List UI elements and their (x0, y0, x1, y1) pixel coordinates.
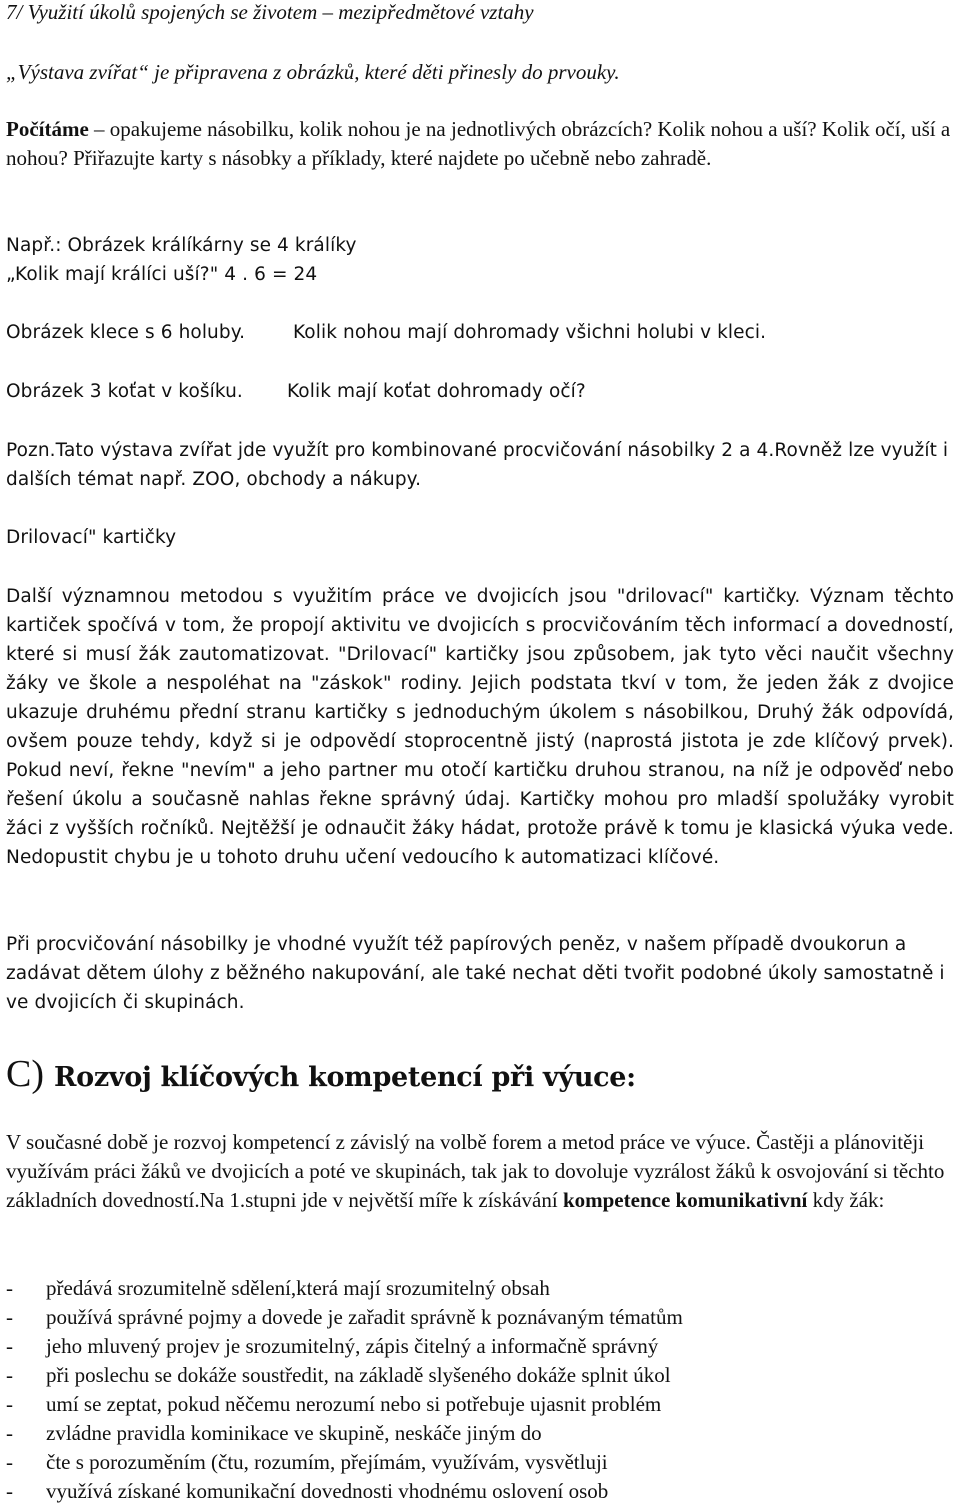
list-dash: - (6, 1276, 13, 1300)
list-item (6, 1332, 954, 1361)
note-paragraph: Pozn.Tato výstava zvířat jde využít pro kombinované procvičování násobilky 2 a 4.Rovněž lze využít i dalších témat např. ZOO, obchody a nákupy. (6, 440, 949, 490)
drill-cards-heading: Drilovací" kartičky (6, 527, 177, 548)
list-item (6, 1361, 954, 1390)
example-kittens-picture: Obrázek 3 koťat v košíku. (6, 381, 243, 402)
list-item (6, 1477, 954, 1506)
list-item (6, 1274, 954, 1303)
list-item (6, 1448, 954, 1477)
list-item-text: využívá získané komunikační dovednosti vhodnému oslovení osob (46, 1479, 609, 1503)
list-item (6, 1303, 954, 1332)
list-item (6, 1419, 954, 1448)
example-kittens-question: Kolik mají koťat dohromady očí? (287, 381, 586, 402)
list-item-text: předává srozumitelně sdělení,která mají srozumitelný obsah (46, 1276, 550, 1300)
list-dash: - (6, 1450, 13, 1474)
list-item-text: umí se zeptat, pokud něčemu nerozumí nebo si potřebuje ujasnit problém (46, 1392, 662, 1416)
competence-intro-text: V současné době je rozvoj kompetencí z závislý na volbě forem a metod práce ve výuce. Častěji a plánovitěji využívám práci žáků ve dvojicích a poté ve skupinách, tak jak to dovoluje vyzrálost žáků k osvojování si těchto základních dovedností.Na 1.stupni jde v největší míře k získávání (6, 1130, 945, 1212)
counting-bold-label: Počítáme (6, 117, 89, 141)
list-dash: - (6, 1334, 13, 1358)
example-rabbits-line1: Např.: Obrázek králíkárny se 4 králíky (6, 235, 357, 256)
example-pigeons-question: Kolik nohou mají dohromady všichni holubi v kleci. (293, 322, 767, 343)
list-dash: - (6, 1479, 13, 1503)
competence-bold-term: kompetence komunikativní (562, 1188, 808, 1212)
drill-cards-paragraph: Další významnou metodou s využitím práce ve dvojicích jsou "drilovací" kartičky. Význam těchto kartiček spočívá v tom, že propojí aktivitu ve dvojicích s procvičováním těch informací a dovedností, které si musí žák zautomatizovat. "Drilovací" kartičky jsou způsobem, jak tyto věci naučit všechny žáky ve škole a nespoléhat na "záskok" rodiny. Jejich podstata tkví v tom, že jeden žák z dvojice ukazuje druhému přední stranu kartičky s jednoduchým úkolem s násobilkou, Druhý žák odpovídá, ovšem pouze tehdy, když si je odpovědí stoprocentně jistý (naprostá jistota je zde klíčový prvek). Pokud neví, řekne "nevím" a jeho partner mu otočí kartičku druhou stranou, na níž je odpověď nebo řešení úkolu a současně nahlas řekne správný údaj. Kartičky mohou pro mladší spolužáky vyrobit žáci z vyšších ročníků. Nejtěžší je odnaučit žáky hádat, protože právě k tomu je klasická výuka vede. Nedopustit chybu je u tohoto druhu učení vedoucího k automatizaci klíčové. (6, 586, 954, 868)
example-rabbits-line2: „Kolik mají králíci uší?" 4 . 6 = 24 (6, 264, 318, 285)
list-dash: - (6, 1363, 13, 1387)
section-7-title: 7/ Využití úkolů spojených se životem – mezipředmětové vztahy (6, 0, 534, 24)
list-dash: - (6, 1421, 13, 1445)
exhibition-subtitle: „Výstava zvířat“ je připravena z obrázků, které děti přinesly do prvouky. (6, 60, 620, 84)
list-item-text: jeho mluvený projev je srozumitelný, zápis čitelný a informačně správný (46, 1334, 659, 1358)
section-c-heading (6, 1052, 954, 1096)
counting-paragraph (6, 115, 954, 173)
list-item-text: zvládne pravidla kominikace ve skupině, neskáče jiným do (46, 1421, 542, 1445)
section-c-letter: C) (6, 1053, 44, 1095)
paper-money-paragraph: Při procvičování násobilky je vhodné využít též papírových peněz, v našem případě dvoukorun a zadávat dětem úlohy z běžného nakupování, ale také nechat děti tvořit podobné úkoly samostatně i ve dvojicích či skupinách. (6, 934, 945, 1013)
example-pigeons-picture: Obrázek klece s 6 holuby. (6, 322, 246, 343)
competence-intro-paragraph (6, 1128, 954, 1215)
example-kittens (6, 377, 954, 406)
section-c-title: Rozvoj klíčových kompetencí při výuce: (54, 1062, 636, 1093)
list-dash: - (6, 1305, 13, 1329)
list-item-text: při poslechu se dokáže soustředit, na základě slyšeného dokáže splnit úkol (46, 1363, 671, 1387)
list-item-text: čte s porozuměním (čtu, rozumím, přejímám, využívám, vysvětluji (46, 1450, 608, 1474)
counting-text: – opakujeme násobilku, kolik nohou je na jednotlivých obrázcích? Kolik nohou a uší? Kolik očí, uší a nohou? Přiřazujte karty s násobky a příklady, které najdete po učebně nebo zahradě. (6, 117, 951, 170)
list-item-text: používá správné pojmy a dovede je zařadit správně k poznávaným tématům (46, 1305, 683, 1329)
competence-intro-end: kdy žák: (807, 1188, 885, 1212)
competence-list (6, 1274, 954, 1506)
list-dash: - (6, 1392, 13, 1416)
list-item (6, 1390, 954, 1419)
example-pigeons (6, 318, 954, 347)
